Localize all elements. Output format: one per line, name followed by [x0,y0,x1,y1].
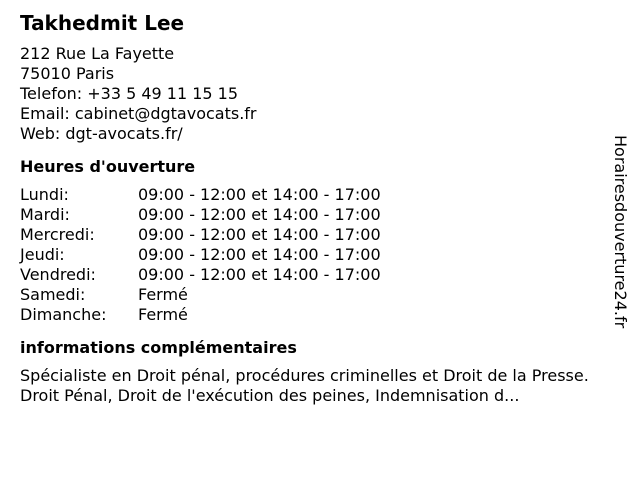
opening-hours-table [20,185,600,325]
hours-row-thursday [20,245,600,265]
day-hours: 09:00 - 12:00 et 14:00 - 17:00 [138,265,381,284]
hours-row-tuesday [20,205,600,225]
hours-row-wednesday [20,225,600,245]
phone-text: Telefon: +33 5 49 11 15 15 [20,84,239,103]
day-hours: 09:00 - 12:00 et 14:00 - 17:00 [138,185,381,204]
day-label: Lundi: [20,185,69,204]
day-label: Dimanche: [20,305,107,324]
hours-row-monday [20,185,600,205]
additional-info-description: Spécialiste en Droit pénal, procédures criminelles et Droit de la Presse. Droit Pénal, Droit de l'exécution des peines, Indemnisation d... [20,366,589,405]
additional-info-title: informations complémentaires [20,338,297,357]
day-hours: 09:00 - 12:00 et 14:00 - 17:00 [138,205,381,224]
email-text: Email: cabinet@dgtavocats.fr [20,104,257,123]
business-card [20,10,600,406]
hours-row-saturday [20,285,600,305]
hours-row-sunday [20,305,600,325]
business-name: Takhedmit Lee [20,11,185,35]
address-street: 212 Rue La Fayette [20,44,175,63]
day-hours: Fermé [138,305,188,324]
day-label: Samedi: [20,285,86,304]
day-hours: 09:00 - 12:00 et 14:00 - 17:00 [138,245,381,264]
site-watermark: Horairesdouverture24.fr [611,135,630,329]
hours-row-friday [20,265,600,285]
day-label: Vendredi: [20,265,96,284]
day-label: Mercredi: [20,225,95,244]
opening-hours-title: Heures d'ouverture [20,157,196,176]
day-label: Jeudi: [20,245,65,264]
day-label: Mardi: [20,205,70,224]
day-hours: Fermé [138,285,188,304]
day-hours: 09:00 - 12:00 et 14:00 - 17:00 [138,225,381,244]
website-text: Web: dgt-avocats.fr/ [20,124,183,143]
address-city: 75010 Paris [20,64,115,83]
